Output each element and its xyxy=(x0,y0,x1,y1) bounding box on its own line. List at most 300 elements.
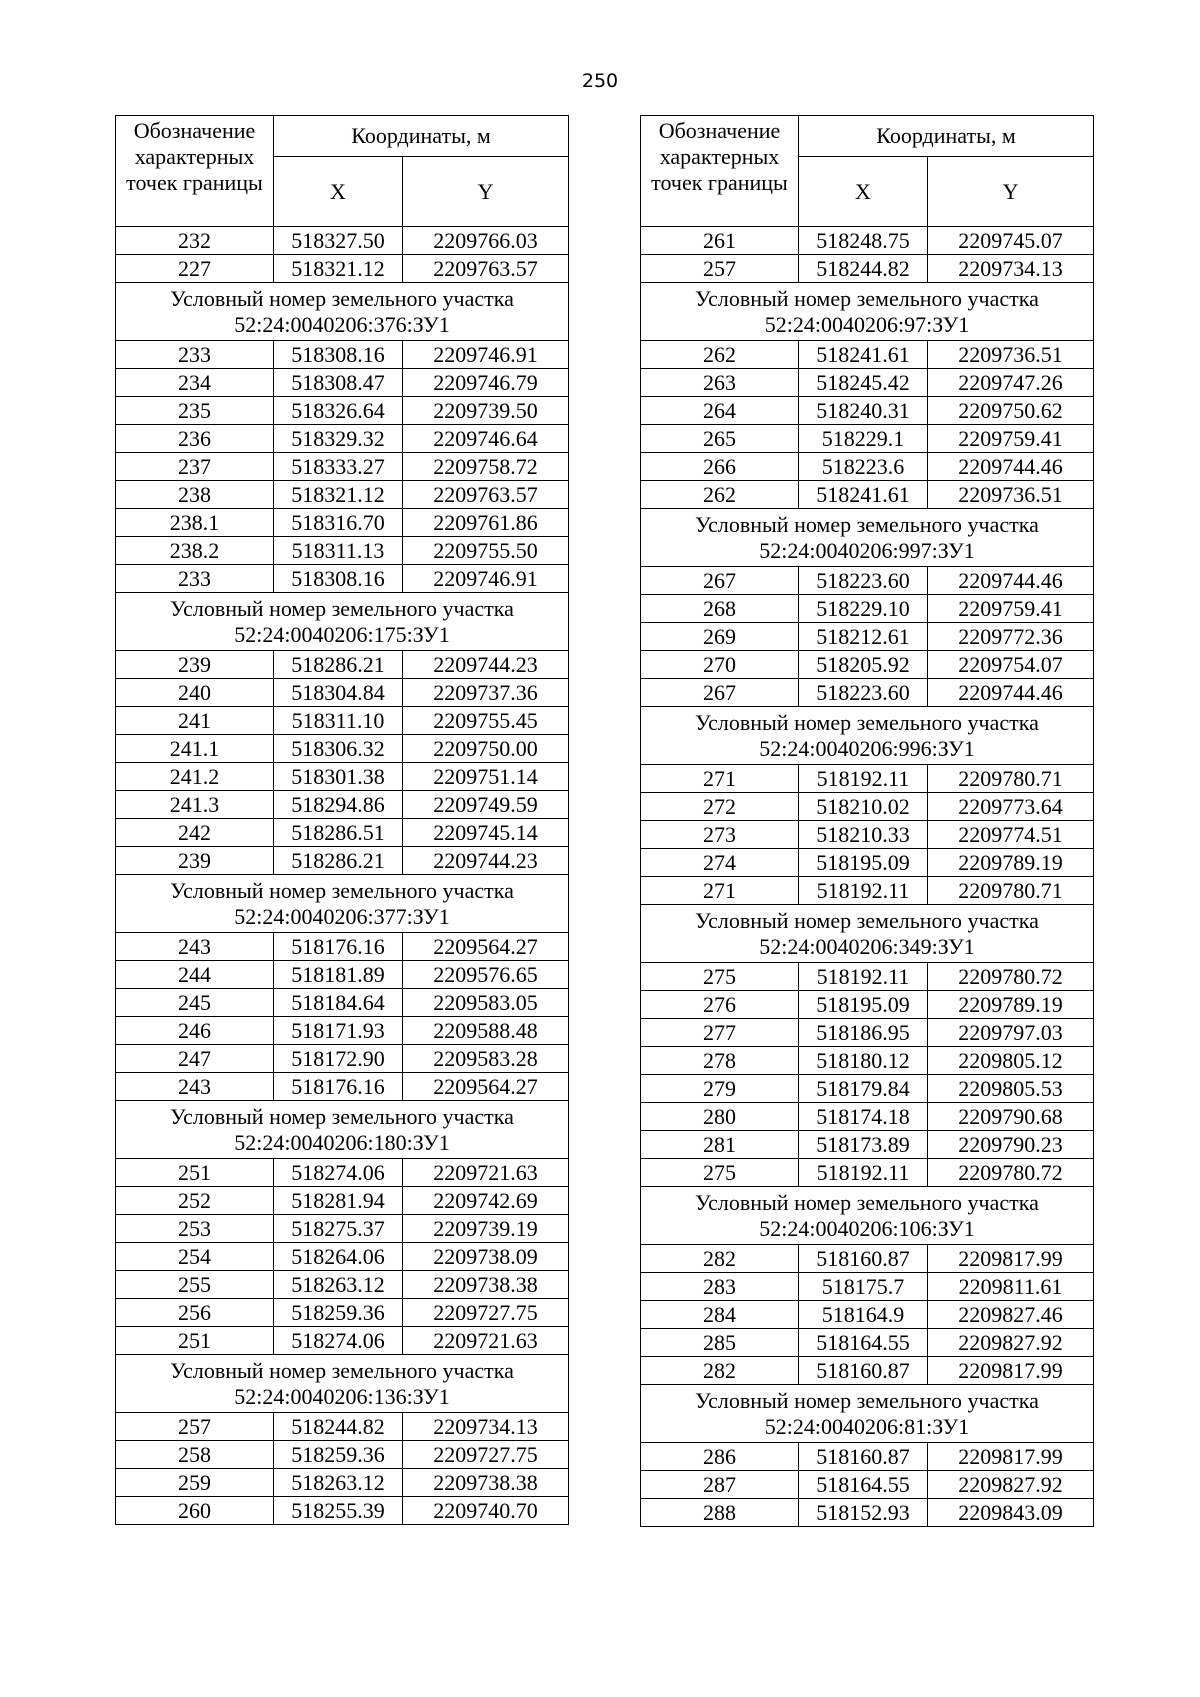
table-row xyxy=(116,791,569,819)
x-coord-cell: 518164.9 xyxy=(799,1301,928,1329)
x-coord-cell: 518263.12 xyxy=(274,1469,403,1497)
y-coord-cell: 2209780.71 xyxy=(928,877,1094,905)
y-coord-cell: 2209773.64 xyxy=(928,793,1094,821)
table-row xyxy=(641,991,1094,1019)
y-coord-cell: 2209780.72 xyxy=(928,1159,1094,1187)
point-id-cell: 280 xyxy=(641,1103,799,1131)
point-id-cell: 262 xyxy=(641,481,799,509)
point-id-cell: 263 xyxy=(641,369,799,397)
parcel-cadastral-number: 52:24:0040206:136:ЗУ1 xyxy=(234,1383,450,1409)
y-coord-cell: 2209721.63 xyxy=(403,1327,569,1355)
table-row xyxy=(116,1243,569,1271)
point-id-cell: 227 xyxy=(116,255,274,283)
x-coord-cell: 518176.16 xyxy=(274,933,403,961)
x-coord-cell: 518259.36 xyxy=(274,1441,403,1469)
table-row xyxy=(641,1273,1094,1301)
x-coord-cell: 518160.87 xyxy=(799,1245,928,1273)
parcel-cadastral-number: 52:24:0040206:376:ЗУ1 xyxy=(234,311,450,337)
point-id-cell: 266 xyxy=(641,453,799,481)
point-id-cell: 256 xyxy=(116,1299,274,1327)
parcel-number-cell xyxy=(116,1355,569,1413)
y-coord-cell: 2209739.50 xyxy=(403,397,569,425)
section-header-row xyxy=(641,283,1094,341)
x-coord-cell: 518179.84 xyxy=(799,1075,928,1103)
table-row xyxy=(641,623,1094,651)
point-id-cell: 236 xyxy=(116,425,274,453)
y-coord-cell: 2209739.19 xyxy=(403,1215,569,1243)
y-coord-cell: 2209583.05 xyxy=(403,989,569,1017)
table-row xyxy=(641,679,1094,707)
point-id-cell: 255 xyxy=(116,1271,274,1299)
y-coord-cell: 2209805.12 xyxy=(928,1047,1094,1075)
x-coord-cell: 518301.38 xyxy=(274,763,403,791)
section-header-row xyxy=(641,707,1094,765)
y-coord-cell: 2209817.99 xyxy=(928,1443,1094,1471)
x-coord-cell: 518160.87 xyxy=(799,1443,928,1471)
y-coord-cell: 2209827.92 xyxy=(928,1329,1094,1357)
point-id-cell: 241.3 xyxy=(116,791,274,819)
y-coord-cell: 2209797.03 xyxy=(928,1019,1094,1047)
point-id-cell: 259 xyxy=(116,1469,274,1497)
x-coord-cell: 518321.12 xyxy=(274,255,403,283)
coordinates-table-left xyxy=(115,115,569,1525)
x-coord-cell: 518311.13 xyxy=(274,537,403,565)
point-id-cell: 268 xyxy=(641,595,799,623)
point-id-cell: 243 xyxy=(116,933,274,961)
header-point-label: Обозначение характерных точек границы xyxy=(641,116,799,227)
table-row xyxy=(641,425,1094,453)
table-row xyxy=(116,1073,569,1101)
x-coord-cell: 518244.82 xyxy=(799,255,928,283)
table-row xyxy=(641,1329,1094,1357)
y-coord-cell: 2209746.91 xyxy=(403,565,569,593)
point-id-cell: 251 xyxy=(116,1327,274,1355)
y-coord-cell: 2209751.14 xyxy=(403,763,569,791)
table-row xyxy=(116,1299,569,1327)
x-coord-cell: 518329.32 xyxy=(274,425,403,453)
point-id-cell: 261 xyxy=(641,227,799,255)
y-coord-cell: 2209744.23 xyxy=(403,847,569,875)
y-coord-cell: 2209772.36 xyxy=(928,623,1094,651)
parcel-cadastral-number: 52:24:0040206:97:ЗУ1 xyxy=(764,311,970,337)
x-coord-cell: 518160.87 xyxy=(799,1357,928,1385)
parcel-cadastral-number: 52:24:0040206:349:ЗУ1 xyxy=(759,933,975,959)
y-coord-cell: 2209746.79 xyxy=(403,369,569,397)
header-y-label: Y xyxy=(928,157,1094,227)
table-row xyxy=(641,341,1094,369)
x-coord-cell: 518264.06 xyxy=(274,1243,403,1271)
point-id-cell: 232 xyxy=(116,227,274,255)
section-header-row xyxy=(641,509,1094,567)
point-id-cell: 267 xyxy=(641,679,799,707)
x-coord-cell: 518192.11 xyxy=(799,765,928,793)
x-coord-cell: 518229.1 xyxy=(799,425,928,453)
table-row xyxy=(641,369,1094,397)
parcel-number-cell xyxy=(116,1101,569,1159)
y-coord-cell: 2209780.71 xyxy=(928,765,1094,793)
table-row xyxy=(641,1075,1094,1103)
x-coord-cell: 518229.10 xyxy=(799,595,928,623)
x-coord-cell: 518244.82 xyxy=(274,1413,403,1441)
parcel-cadastral-number: 52:24:0040206:997:ЗУ1 xyxy=(759,537,975,563)
x-coord-cell: 518311.10 xyxy=(274,707,403,735)
point-id-cell: 273 xyxy=(641,821,799,849)
table-row xyxy=(641,481,1094,509)
y-coord-cell: 2209805.53 xyxy=(928,1075,1094,1103)
parcel-cadastral-number: 52:24:0040206:106:ЗУ1 xyxy=(759,1215,975,1241)
y-coord-cell: 2209750.62 xyxy=(928,397,1094,425)
x-coord-cell: 518274.06 xyxy=(274,1159,403,1187)
point-id-cell: 244 xyxy=(116,961,274,989)
table-row xyxy=(116,1327,569,1355)
y-coord-cell: 2209745.07 xyxy=(928,227,1094,255)
table-row xyxy=(116,537,569,565)
y-coord-cell: 2209583.28 xyxy=(403,1045,569,1073)
section-header-row xyxy=(641,905,1094,963)
y-coord-cell: 2209736.51 xyxy=(928,341,1094,369)
section-header-row xyxy=(641,1187,1094,1245)
y-coord-cell: 2209758.72 xyxy=(403,453,569,481)
y-coord-cell: 2209742.69 xyxy=(403,1187,569,1215)
y-coord-cell: 2209763.57 xyxy=(403,481,569,509)
parcel-label: Условный номер земельного участка xyxy=(170,877,514,903)
point-id-cell: 234 xyxy=(116,369,274,397)
x-coord-cell: 518171.93 xyxy=(274,1017,403,1045)
parcel-number-cell xyxy=(116,593,569,651)
table-row xyxy=(116,1497,569,1525)
table-row xyxy=(641,877,1094,905)
table-row xyxy=(641,1159,1094,1187)
y-coord-cell: 2209721.63 xyxy=(403,1159,569,1187)
y-coord-cell: 2209746.91 xyxy=(403,341,569,369)
y-coord-cell: 2209766.03 xyxy=(403,227,569,255)
parcel-label: Условный номер земельного участка xyxy=(695,907,1039,933)
point-id-cell: 254 xyxy=(116,1243,274,1271)
x-coord-cell: 518172.90 xyxy=(274,1045,403,1073)
table-row xyxy=(116,397,569,425)
table-row xyxy=(116,1469,569,1497)
section-header-row xyxy=(641,1385,1094,1443)
parcel-label: Условный номер земельного участка xyxy=(695,511,1039,537)
point-id-cell: 281 xyxy=(641,1131,799,1159)
x-coord-cell: 518308.47 xyxy=(274,369,403,397)
x-coord-cell: 518192.11 xyxy=(799,1159,928,1187)
y-coord-cell: 2209843.09 xyxy=(928,1499,1094,1527)
table-row xyxy=(641,821,1094,849)
header-y-label: Y xyxy=(403,157,569,227)
table-row xyxy=(641,651,1094,679)
point-id-cell: 252 xyxy=(116,1187,274,1215)
table-row xyxy=(641,397,1094,425)
x-coord-cell: 518274.06 xyxy=(274,1327,403,1355)
x-coord-cell: 518176.16 xyxy=(274,1073,403,1101)
table-row xyxy=(641,595,1094,623)
table-row xyxy=(116,341,569,369)
x-coord-cell: 518181.89 xyxy=(274,961,403,989)
x-coord-cell: 518192.11 xyxy=(799,877,928,905)
table-row xyxy=(116,1215,569,1243)
point-id-cell: 270 xyxy=(641,651,799,679)
table-row xyxy=(641,1019,1094,1047)
point-id-cell: 240 xyxy=(116,679,274,707)
x-coord-cell: 518205.92 xyxy=(799,651,928,679)
y-coord-cell: 2209790.68 xyxy=(928,1103,1094,1131)
table-row xyxy=(641,567,1094,595)
y-coord-cell: 2209564.27 xyxy=(403,933,569,961)
y-coord-cell: 2209736.51 xyxy=(928,481,1094,509)
point-id-cell: 238 xyxy=(116,481,274,509)
point-id-cell: 235 xyxy=(116,397,274,425)
parcel-number-cell xyxy=(641,509,1094,567)
point-id-cell: 239 xyxy=(116,847,274,875)
x-coord-cell: 518223.60 xyxy=(799,679,928,707)
header-coords-label: Координаты, м xyxy=(799,116,1094,157)
table-row xyxy=(116,847,569,875)
x-coord-cell: 518326.64 xyxy=(274,397,403,425)
x-coord-cell: 518255.39 xyxy=(274,1497,403,1525)
table-row xyxy=(116,369,569,397)
parcel-label: Условный номер земельного участка xyxy=(170,1357,514,1383)
y-coord-cell: 2209789.19 xyxy=(928,849,1094,877)
point-id-cell: 246 xyxy=(116,1017,274,1045)
x-coord-cell: 518241.61 xyxy=(799,481,928,509)
section-header-row xyxy=(116,593,569,651)
table-row xyxy=(641,963,1094,991)
y-coord-cell: 2209817.99 xyxy=(928,1245,1094,1273)
y-coord-cell: 2209576.65 xyxy=(403,961,569,989)
table-row xyxy=(641,227,1094,255)
y-coord-cell: 2209759.41 xyxy=(928,595,1094,623)
point-id-cell: 247 xyxy=(116,1045,274,1073)
y-coord-cell: 2209827.92 xyxy=(928,1471,1094,1499)
table-row xyxy=(641,1103,1094,1131)
parcel-label: Условный номер земельного участка xyxy=(170,1103,514,1129)
parcel-number-cell xyxy=(641,1385,1094,1443)
y-coord-cell: 2209740.70 xyxy=(403,1497,569,1525)
table-row xyxy=(641,849,1094,877)
point-id-cell: 265 xyxy=(641,425,799,453)
y-coord-cell: 2209738.38 xyxy=(403,1469,569,1497)
y-coord-cell: 2209761.86 xyxy=(403,509,569,537)
table-row xyxy=(116,1159,569,1187)
table-row xyxy=(641,453,1094,481)
x-coord-cell: 518304.84 xyxy=(274,679,403,707)
y-coord-cell: 2209588.48 xyxy=(403,1017,569,1045)
table-row xyxy=(116,735,569,763)
point-id-cell: 277 xyxy=(641,1019,799,1047)
point-id-cell: 284 xyxy=(641,1301,799,1329)
y-coord-cell: 2209774.51 xyxy=(928,821,1094,849)
y-coord-cell: 2209738.38 xyxy=(403,1271,569,1299)
parcel-label: Условный номер земельного участка xyxy=(695,1387,1039,1413)
table-row xyxy=(641,1471,1094,1499)
parcel-number-cell xyxy=(641,707,1094,765)
section-header-row xyxy=(116,875,569,933)
header-coords-label: Координаты, м xyxy=(274,116,569,157)
table-row xyxy=(116,819,569,847)
y-coord-cell: 2209759.41 xyxy=(928,425,1094,453)
point-id-cell: 242 xyxy=(116,819,274,847)
y-coord-cell: 2209745.14 xyxy=(403,819,569,847)
x-coord-cell: 518286.21 xyxy=(274,651,403,679)
x-coord-cell: 518241.61 xyxy=(799,341,928,369)
parcel-number-cell xyxy=(641,283,1094,341)
point-id-cell: 253 xyxy=(116,1215,274,1243)
x-coord-cell: 518180.12 xyxy=(799,1047,928,1075)
y-coord-cell: 2209750.00 xyxy=(403,735,569,763)
point-id-cell: 238.2 xyxy=(116,537,274,565)
table-row xyxy=(116,763,569,791)
y-coord-cell: 2209811.61 xyxy=(928,1273,1094,1301)
y-coord-cell: 2209744.23 xyxy=(403,651,569,679)
x-coord-cell: 518210.33 xyxy=(799,821,928,849)
parcel-cadastral-number: 52:24:0040206:996:ЗУ1 xyxy=(759,735,975,761)
x-coord-cell: 518173.89 xyxy=(799,1131,928,1159)
parcel-label: Условный номер земельного участка xyxy=(170,285,514,311)
table-row xyxy=(116,1413,569,1441)
parcel-number-cell xyxy=(641,905,1094,963)
x-coord-cell: 518248.75 xyxy=(799,227,928,255)
x-coord-cell: 518212.61 xyxy=(799,623,928,651)
point-id-cell: 275 xyxy=(641,1159,799,1187)
point-id-cell: 237 xyxy=(116,453,274,481)
point-id-cell: 282 xyxy=(641,1245,799,1273)
table-row xyxy=(116,1017,569,1045)
point-id-cell: 283 xyxy=(641,1273,799,1301)
table-row xyxy=(641,793,1094,821)
table-row xyxy=(116,651,569,679)
table-row xyxy=(116,933,569,961)
table-body-right xyxy=(641,227,1094,1527)
x-coord-cell: 518327.50 xyxy=(274,227,403,255)
point-id-cell: 278 xyxy=(641,1047,799,1075)
y-coord-cell: 2209564.27 xyxy=(403,1073,569,1101)
point-id-cell: 239 xyxy=(116,651,274,679)
point-id-cell: 241.2 xyxy=(116,763,274,791)
y-coord-cell: 2209789.19 xyxy=(928,991,1094,1019)
point-id-cell: 233 xyxy=(116,341,274,369)
y-coord-cell: 2209746.64 xyxy=(403,425,569,453)
point-id-cell: 245 xyxy=(116,989,274,1017)
x-coord-cell: 518321.12 xyxy=(274,481,403,509)
table-row xyxy=(641,1499,1094,1527)
table-row xyxy=(641,1047,1094,1075)
y-coord-cell: 2209754.07 xyxy=(928,651,1094,679)
x-coord-cell: 518186.95 xyxy=(799,1019,928,1047)
x-coord-cell: 518281.94 xyxy=(274,1187,403,1215)
x-coord-cell: 518259.36 xyxy=(274,1299,403,1327)
parcel-cadastral-number: 52:24:0040206:175:ЗУ1 xyxy=(234,621,450,647)
point-id-cell: 286 xyxy=(641,1443,799,1471)
table-row xyxy=(116,565,569,593)
x-coord-cell: 518195.09 xyxy=(799,849,928,877)
section-header-row xyxy=(116,283,569,341)
x-coord-cell: 518174.18 xyxy=(799,1103,928,1131)
point-id-cell: 264 xyxy=(641,397,799,425)
parcel-cadastral-number: 52:24:0040206:81:ЗУ1 xyxy=(764,1413,970,1439)
x-coord-cell: 518308.16 xyxy=(274,565,403,593)
table-row xyxy=(116,679,569,707)
y-coord-cell: 2209827.46 xyxy=(928,1301,1094,1329)
table-row xyxy=(116,509,569,537)
table-row xyxy=(116,255,569,283)
y-coord-cell: 2209734.13 xyxy=(403,1413,569,1441)
x-coord-cell: 518308.16 xyxy=(274,341,403,369)
x-coord-cell: 518223.60 xyxy=(799,567,928,595)
y-coord-cell: 2209744.46 xyxy=(928,679,1094,707)
x-coord-cell: 518316.70 xyxy=(274,509,403,537)
section-header-row xyxy=(116,1101,569,1159)
y-coord-cell: 2209817.99 xyxy=(928,1357,1094,1385)
parcel-label: Условный номер земельного участка xyxy=(695,709,1039,735)
x-coord-cell: 518164.55 xyxy=(799,1329,928,1357)
point-id-cell: 275 xyxy=(641,963,799,991)
y-coord-cell: 2209727.75 xyxy=(403,1299,569,1327)
point-id-cell: 272 xyxy=(641,793,799,821)
point-id-cell: 274 xyxy=(641,849,799,877)
parcel-cadastral-number: 52:24:0040206:180:ЗУ1 xyxy=(234,1129,450,1155)
x-coord-cell: 518263.12 xyxy=(274,1271,403,1299)
y-coord-cell: 2209737.36 xyxy=(403,679,569,707)
y-coord-cell: 2209755.50 xyxy=(403,537,569,565)
point-id-cell: 241.1 xyxy=(116,735,274,763)
point-id-cell: 238.1 xyxy=(116,509,274,537)
table-row xyxy=(116,1441,569,1469)
point-id-cell: 279 xyxy=(641,1075,799,1103)
point-id-cell: 262 xyxy=(641,341,799,369)
parcel-number-cell xyxy=(116,875,569,933)
y-coord-cell: 2209755.45 xyxy=(403,707,569,735)
table-row xyxy=(116,481,569,509)
table-row xyxy=(116,1045,569,1073)
section-header-row xyxy=(116,1355,569,1413)
table-row xyxy=(641,1301,1094,1329)
x-coord-cell: 518164.55 xyxy=(799,1471,928,1499)
parcel-number-cell xyxy=(641,1187,1094,1245)
point-id-cell: 257 xyxy=(116,1413,274,1441)
point-id-cell: 271 xyxy=(641,877,799,905)
x-coord-cell: 518184.64 xyxy=(274,989,403,1017)
table-row xyxy=(116,1187,569,1215)
x-coord-cell: 518275.37 xyxy=(274,1215,403,1243)
parcel-cadastral-number: 52:24:0040206:377:ЗУ1 xyxy=(234,903,450,929)
table-row xyxy=(641,1131,1094,1159)
table-row xyxy=(641,765,1094,793)
table-body-left xyxy=(116,227,569,1525)
x-coord-cell: 518294.86 xyxy=(274,791,403,819)
y-coord-cell: 2209749.59 xyxy=(403,791,569,819)
parcel-label: Условный номер земельного участка xyxy=(695,1189,1039,1215)
y-coord-cell: 2209734.13 xyxy=(928,255,1094,283)
x-coord-cell: 518152.93 xyxy=(799,1499,928,1527)
page-number: 250 xyxy=(581,70,619,92)
point-id-cell: 243 xyxy=(116,1073,274,1101)
point-id-cell: 251 xyxy=(116,1159,274,1187)
table-row xyxy=(641,1245,1094,1273)
x-coord-cell: 518286.21 xyxy=(274,847,403,875)
header-point-label: Обозначение характерных точек границы xyxy=(116,116,274,227)
x-coord-cell: 518245.42 xyxy=(799,369,928,397)
parcel-number-cell xyxy=(116,283,569,341)
point-id-cell: 258 xyxy=(116,1441,274,1469)
y-coord-cell: 2209763.57 xyxy=(403,255,569,283)
table-row xyxy=(116,453,569,481)
y-coord-cell: 2209744.46 xyxy=(928,567,1094,595)
point-id-cell: 260 xyxy=(116,1497,274,1525)
x-coord-cell: 518286.51 xyxy=(274,819,403,847)
y-coord-cell: 2209780.72 xyxy=(928,963,1094,991)
y-coord-cell: 2209744.46 xyxy=(928,453,1094,481)
